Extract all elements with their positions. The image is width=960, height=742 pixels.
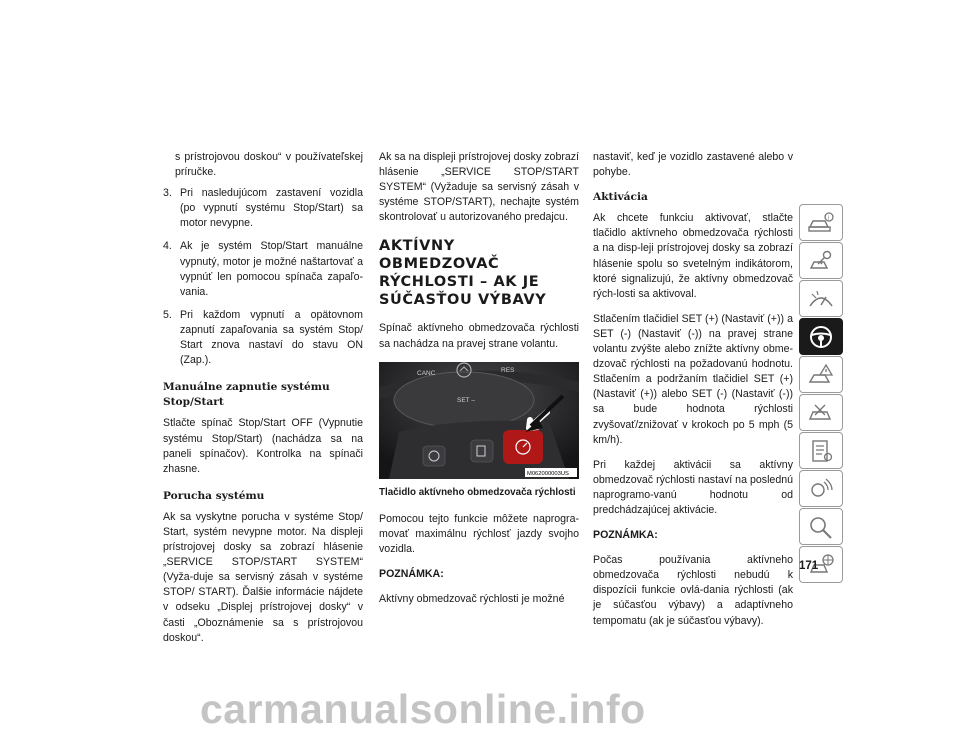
res-label: RES xyxy=(501,366,515,374)
paragraph: Stlačte spínač Stop/Start OFF (Vypnutie systému Stop/Start) (nachádza sa na paneli spínačov). Kontrolka na spínači zhasne. xyxy=(163,417,363,475)
list-text: Ak je systém Stop/Start manuálne vypnutý, motor je možné naštartovať a vypnúť len pomocou spínača zapaľo-vania. xyxy=(180,240,363,298)
figure-code: M062000003US xyxy=(527,470,569,477)
paragraph: Spínač aktívneho obmedzovača rýchlosti sa nachádza na pravej strane volantu. xyxy=(379,322,579,350)
list-text: Pri každom vypnutí a opätovnom zapnutí zapaľovania sa systém Stop/ Start znova nastaví do stavu ON (Zap.). xyxy=(180,308,363,367)
paragraph: Ak sa vyskytne porucha v systéme Stop/ Start, systém nevypne motor. Na displeji prístrojovej dosky sa zobrazí hlásenie „SERVICE STOP/START SYSTEM“ (Vyža-duje sa servisný zásah v systéme STOP/ START). Ďalšie informácie nájdete v odseku „Displej prístrojovej dosky“ v časti „Oboznámenie sa s prístrojovou doskou“. xyxy=(163,510,363,644)
note-text: Aktívny obmedzovač rýchlosti je možné xyxy=(379,593,565,606)
section-heading: Porucha systému xyxy=(163,489,265,502)
continued-text: s prístrojovou doskou“ v používateľskej príručke. xyxy=(175,151,363,179)
dashboard-icon xyxy=(807,286,835,312)
list-item xyxy=(163,239,363,299)
tab-car-info[interactable] xyxy=(799,204,843,241)
column-3 xyxy=(593,150,793,639)
paragraph: Pomocou tejto funkcie môžete naprogra-movať maximálnu rýchlosť jazdy svojho vozidla. xyxy=(379,512,579,555)
chapter-title: AKTÍVNY OBMEDZOVAČ RÝCHLOSTI – AK JE SÚČASŤOU VÝBAVY xyxy=(379,238,547,309)
figure-caption: Tlačidlo aktívneho obmedzovača rýchlosti xyxy=(379,486,576,498)
car-info-icon xyxy=(807,210,835,236)
paragraph: Stlačením tlačidiel SET (+) (Nastaviť (+)) a SET (-) (Nastaviť (-)) na pravej strane volantu zvýšte alebo znížte aktívny obme-dzovač rýchlosti na požadovanú hodnotu. Stlačením a podržaním tlačidiel SET (+) (Nastaviť (+)) alebo SET (-) (Nastaviť (-)) sa bude hodnota rýchlosti zvyšovať/znižovať v krokoch po 5 mph (5 km/h). xyxy=(593,312,793,446)
car-key-icon xyxy=(807,248,835,274)
paragraph: Pri každej aktivácii sa aktívny obmedzovač rýchlosti nastaví na poslednú naprogramo-vanú hodnotu od predchádzajúcej aktivácie. xyxy=(593,458,793,516)
tab-index[interactable] xyxy=(799,508,843,545)
search-index-icon xyxy=(807,514,835,540)
list-item xyxy=(163,186,363,231)
tab-driving[interactable] xyxy=(799,318,843,355)
continued-text: nastaviť, keď je vozidlo zastavené alebo v pohybe. xyxy=(593,151,793,179)
chapter-tabs xyxy=(799,204,843,584)
watermark: carmanualsonline.info xyxy=(200,686,646,732)
note-text: Počas používania aktívneho obmedzovača rýchlosti nebudú k dispozícii funkcie ovlá-dania rýchlosti (ak je súčasťou výbavy) a adaptívneho tempomatu (ak je súčasťou výbavy). xyxy=(593,554,793,627)
section-heading: Aktivácia xyxy=(593,191,648,204)
page-number: 171 xyxy=(799,560,819,572)
tab-multimedia[interactable] xyxy=(799,470,843,507)
list-number: 3. xyxy=(163,187,172,200)
paragraph: Ak sa na displeji prístrojovej dosky zobrazí hlásenie „SERVICE STOP/START SYSTEM“ (Vyžaduje sa servisný zásah v systéme STOP/START), nechajte systém skontrolovať u autorizovaného predajcu. xyxy=(379,151,579,224)
tab-specifications[interactable] xyxy=(799,432,843,469)
steering-wheel-icon xyxy=(807,324,835,350)
column-1 xyxy=(163,150,363,656)
column-2 xyxy=(379,150,579,617)
list-number: 4. xyxy=(163,240,172,253)
tab-emergency[interactable] xyxy=(799,356,843,393)
specifications-icon xyxy=(807,438,835,464)
note-label: POZNÁMKA: xyxy=(379,568,444,581)
multimedia-icon xyxy=(807,476,835,502)
list-text: Pri nasledujúcom zastavení vozidla (po vypnutí systému Stop/Start) sa motor nevypne. xyxy=(180,187,363,230)
tab-dashboard[interactable] xyxy=(799,280,843,317)
svg-text:i: i xyxy=(827,215,830,221)
car-service-icon xyxy=(807,400,835,426)
paragraph: Ak chcete funkciu aktivovať, stlačte tlačidlo aktívneho obmedzovača rýchlosti a na disp-leji prístrojovej dosky sa zobrazí hlásenie spolu so svetelným indikátorom, ktoré signalizujú, že aktívny obmedzovač rých-losti sa aktivoval. xyxy=(593,212,793,300)
set-label: SET – xyxy=(457,396,475,404)
note-label: POZNÁMKA: xyxy=(593,529,658,542)
canc-label: CANC xyxy=(417,369,436,377)
tab-keys[interactable] xyxy=(799,242,843,279)
tab-service[interactable] xyxy=(799,394,843,431)
section-heading: Manuálne zapnutie systému Stop/Start xyxy=(163,381,330,409)
warning-car-icon xyxy=(807,362,835,388)
list-number: 5. xyxy=(163,308,172,321)
speed-limiter-switch-figure xyxy=(379,362,579,479)
steering-switch-illustration xyxy=(379,362,579,479)
list-item xyxy=(163,308,363,368)
